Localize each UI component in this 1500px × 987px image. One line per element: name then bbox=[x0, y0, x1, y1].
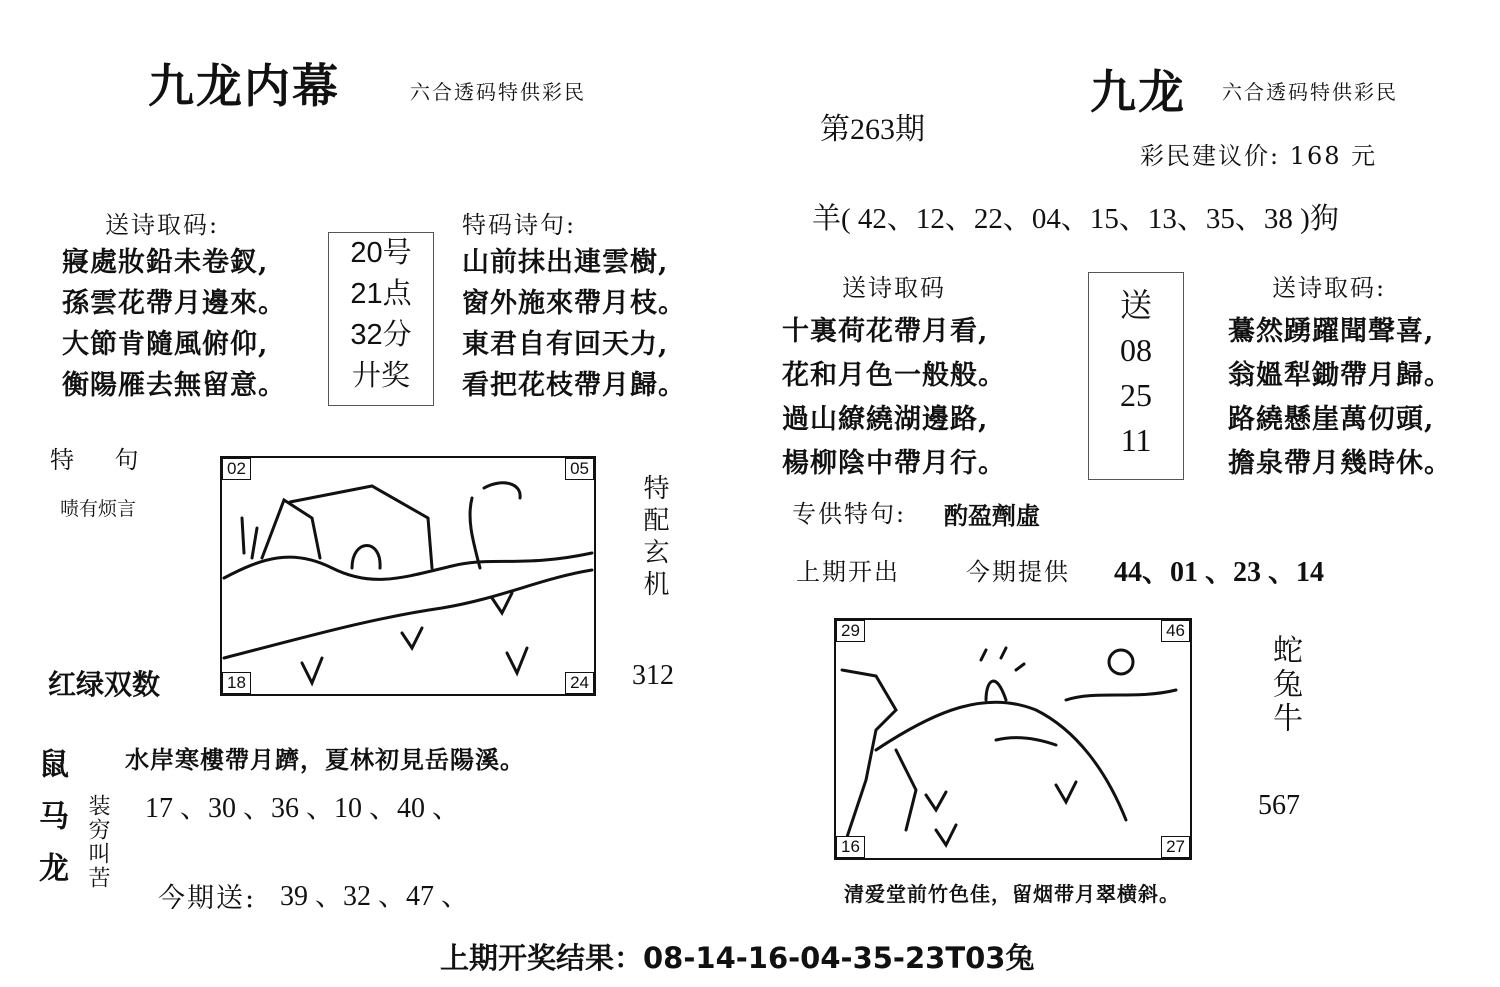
center-box-line: 08 bbox=[1120, 332, 1152, 368]
poem-line: 寢處妝鉛未卷釵, bbox=[62, 247, 269, 278]
center-box-line: 20号 bbox=[350, 237, 412, 269]
sketch-corner-br: 27 bbox=[1161, 836, 1190, 858]
left-today-send-numbers: 39 、32 、47 、 bbox=[280, 881, 470, 912]
center-box-line: 25 bbox=[1120, 377, 1152, 413]
poem-line: 看把花枝帶月歸。 bbox=[462, 370, 686, 401]
right-animals-vertical: 蛇兔牛 bbox=[1267, 634, 1302, 736]
sketch-corner-bl: 18 bbox=[222, 672, 251, 694]
sketch-corner-tr: 46 bbox=[1161, 620, 1190, 642]
left-poem-special-label: 特码诗句: bbox=[462, 211, 577, 239]
right-poem-right bbox=[1228, 310, 1452, 486]
center-box-line: 送 bbox=[1119, 287, 1152, 323]
left-special-phrase-label: 特 句 bbox=[50, 446, 141, 474]
poem-line: 東君自有回天力, bbox=[462, 329, 669, 360]
landscape-sketch-icon bbox=[836, 620, 1190, 858]
center-box-line: 32分 bbox=[350, 319, 412, 351]
poem-line: 路繞懸崖萬仞頭, bbox=[1228, 404, 1435, 435]
right-poem-left-label: 送诗取码 bbox=[842, 274, 946, 302]
center-box-line: 11 bbox=[1120, 422, 1152, 458]
sketch-corner-tl: 29 bbox=[836, 620, 865, 642]
right-special-label: 专供特句: bbox=[792, 500, 907, 528]
left-center-box bbox=[328, 232, 434, 406]
footer-result: 上期开奖结果：08-14-16-04-35-23T03兔 bbox=[440, 941, 1035, 975]
poem-line: 驀然踴躍聞聲喜, bbox=[1228, 316, 1435, 347]
left-special-phrase: 啧有烦言 bbox=[60, 498, 137, 520]
poem-line: 孫雲花帶月邊來。 bbox=[62, 288, 286, 319]
left-number-list: 17 、30 、36 、10 、40 、 bbox=[145, 793, 461, 824]
right-issue: 第263期 bbox=[820, 113, 925, 146]
left-number-312: 312 bbox=[632, 660, 674, 691]
right-animal-line: 羊( 42、12、22、04、15、13、35、38 )狗 bbox=[812, 203, 1339, 235]
left-poem-line: 水岸寒樓帶月躋，夏林初見岳陽溪。 bbox=[125, 745, 525, 774]
left-today-send-label: 今期送: bbox=[158, 883, 257, 914]
right-poem-right-label: 送诗取码: bbox=[1272, 274, 1387, 302]
left-animals-vertical: 鼠马龙 bbox=[33, 748, 68, 904]
right-price: 彩民建议价: 168 元 bbox=[1140, 142, 1378, 170]
right-this-issue-numbers: 44、01 、23 、14 bbox=[1114, 557, 1325, 588]
poem-line: 翁媼犁鋤帶月歸。 bbox=[1228, 360, 1452, 391]
center-box-line: 21点 bbox=[350, 278, 412, 310]
poem-line: 十裏荷花帶月看, bbox=[782, 316, 989, 347]
right-title: 九龙 bbox=[1090, 65, 1186, 119]
sketch-corner-br: 24 bbox=[565, 672, 594, 694]
left-red-green: 红绿双数 bbox=[48, 668, 161, 701]
left-poem-special bbox=[462, 242, 686, 406]
sketch-corner-tr: 05 bbox=[565, 458, 594, 480]
right-center-box bbox=[1088, 272, 1184, 480]
left-label-vertical: 装穷叫苦 bbox=[85, 794, 110, 890]
sketch-corner-bl: 16 bbox=[836, 836, 865, 858]
poem-line: 楊柳陰中帶月行。 bbox=[782, 448, 1006, 479]
right-number-567: 567 bbox=[1258, 790, 1300, 821]
right-this-issue-label: 今期提供 bbox=[966, 558, 1070, 586]
right-special-value: 酌盈劑虛 bbox=[944, 501, 1040, 530]
left-poem-send-label: 送诗取码: bbox=[105, 211, 220, 239]
landscape-sketch-icon bbox=[222, 458, 594, 694]
sketch-corner-tl: 02 bbox=[222, 458, 251, 480]
poem-line: 衡陽雁去無留意。 bbox=[62, 370, 286, 401]
left-subtitle: 六合透码特供彩民 bbox=[410, 80, 586, 104]
poem-line: 過山繚繞湖邊路, bbox=[782, 404, 989, 435]
poem-line: 花和月色一般般。 bbox=[782, 360, 1006, 391]
right-poem-left bbox=[782, 310, 1006, 486]
right-sketch bbox=[834, 618, 1192, 860]
left-title: 九龙内幕 bbox=[148, 59, 340, 113]
poem-line: 擔泉帶月幾時休。 bbox=[1228, 448, 1452, 479]
left-vertical-note: 特配玄机 bbox=[639, 474, 669, 602]
right-caption: 清爱堂前竹色佳，留烟带月翠横斜。 bbox=[844, 882, 1180, 906]
left-poem-send bbox=[62, 242, 286, 406]
poem-line: 窗外施來帶月枝。 bbox=[462, 288, 686, 319]
right-subtitle: 六合透码特供彩民 bbox=[1222, 80, 1398, 104]
center-box-line: 廾奖 bbox=[351, 360, 410, 392]
right-last-issue-label: 上期开出 bbox=[796, 558, 900, 586]
poem-line: 山前抹出連雲樹, bbox=[462, 247, 669, 278]
poem-line: 大節肯隨風俯仰, bbox=[62, 329, 269, 360]
left-sketch bbox=[220, 456, 596, 696]
